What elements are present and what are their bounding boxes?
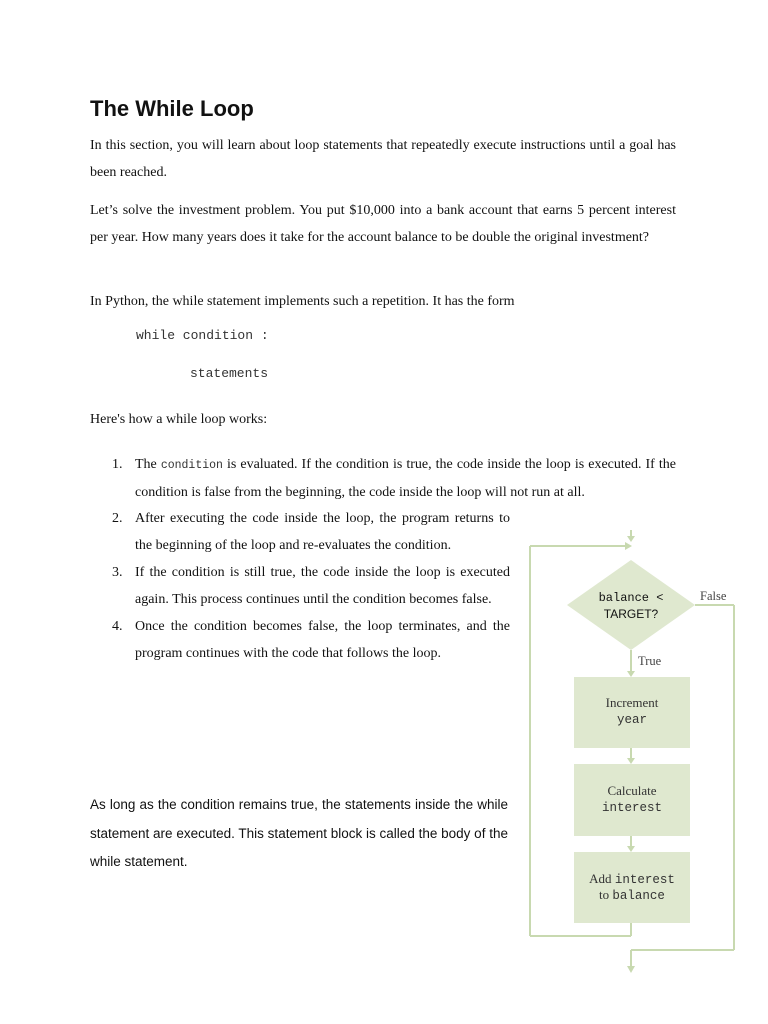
list-item [90,505,510,559]
box-label: Calculate [607,783,657,798]
step-text-post: is evaluated. If the condition is true, the code inside the loop is executed. If the condition is false from the beginning, the code inside the loop will not run at all. [135,457,676,500]
box-code: interest [614,873,675,887]
list-item [90,559,510,613]
step-text: After executing the code inside the loop, the program returns to the beginning of the loop and re-evaluates the condition. [135,511,510,553]
step-text-pre: The [135,457,161,472]
box-label: Increment [605,695,659,710]
box-line1 [574,871,690,887]
intro-paragraph: In this section, you will learn about loop statements that repeatedly execute instructions until a goal has been reached. [90,138,676,180]
box-line2 [574,887,690,903]
add-interest-box [574,852,690,923]
python-form-paragraph: In Python, the while statement implements such a repetition. It has the form [90,294,515,309]
box-code: balance [612,889,665,903]
while-loop-flowchart [520,530,750,980]
steps-list-a [90,451,676,506]
page-title: The While Loop [90,96,254,121]
increment-year-box [574,677,690,748]
code-line-condition: while condition : [136,328,269,343]
box-label: Add [589,871,615,886]
how-it-works-paragraph: Here's how a while loop works: [90,412,268,427]
true-label: True [638,654,662,668]
step-text: Once the condition becomes false, the loop terminates, and the program continues with the code that follows the loop. [135,619,510,661]
step-number: 4. [112,619,123,634]
calculate-interest-box [574,764,690,836]
step-inline-code: condition [160,459,223,472]
decision-diamond [567,560,695,650]
decision-line2: TARGET? [603,607,659,621]
closing-paragraph: As long as the condition remains true, the statements inside the while statement are executed. This statement block is called the body of the while statement. [90,797,508,869]
code-line-statements: statements [190,366,269,381]
step-number: 1. [112,457,123,472]
box-code: year [616,713,647,727]
box-code: interest [601,801,662,815]
step-number: 2. [112,511,123,526]
false-label: False [700,589,727,603]
step-text: If the condition is still true, the code inside the loop is executed again. This process continues until the condition becomes false. [135,565,510,607]
list-item [90,613,510,667]
decision-line1: balance < [598,591,664,605]
step-number: 3. [112,565,123,580]
list-item [90,451,676,506]
problem-paragraph: Let’s solve the investment problem. You put $10,000 into a bank account that earns 5 percent interest per year. How many years does it take for the account balance to be double the original investment? [90,203,676,245]
steps-list-b [90,505,510,667]
box-label: to [599,887,613,902]
